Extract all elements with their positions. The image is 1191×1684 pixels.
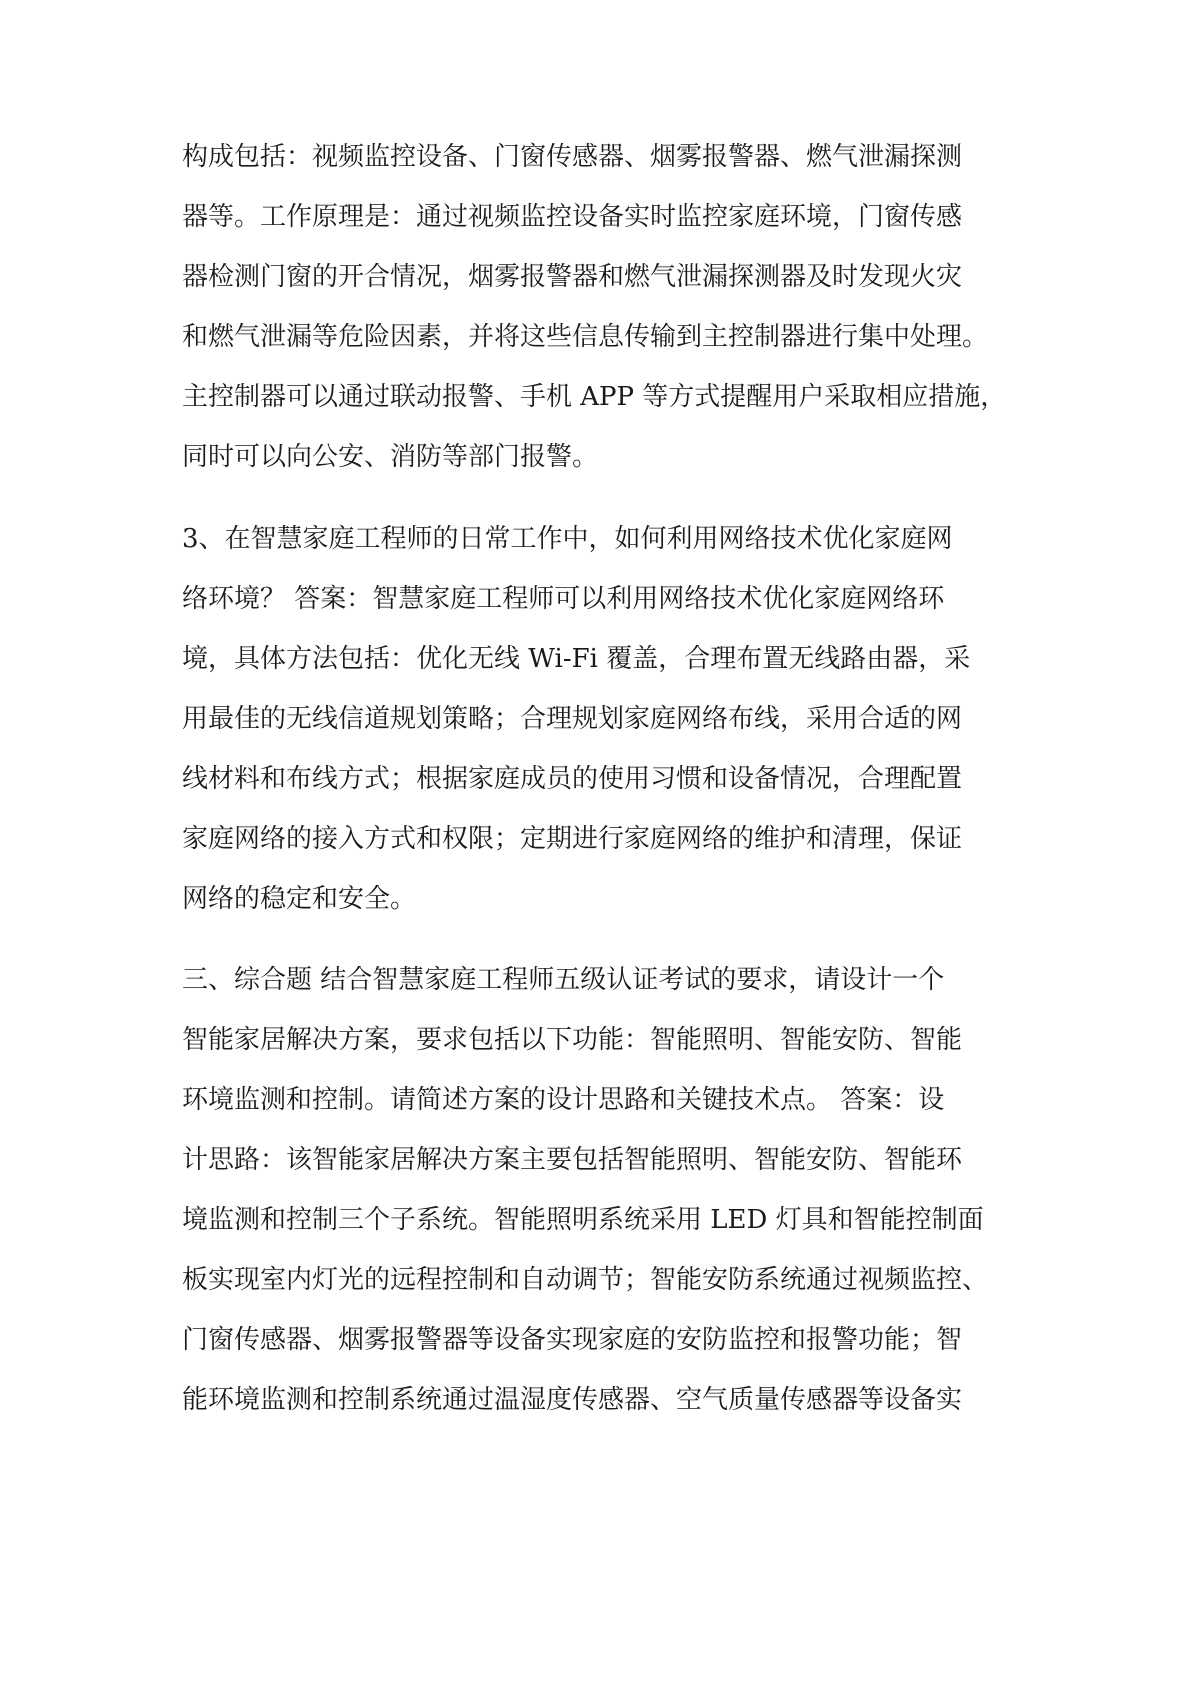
text-line: 和燃气泄漏等危险因素，并将这些信息传输到主控制器进行集中处理。	[182, 322, 989, 352]
text-line: 境监测和控制三个子系统。智能照明系统采用 LED 灯具和智能控制面	[182, 1205, 984, 1235]
text-line: 3、在智慧家庭工程师的日常工作中，如何利用网络技术优化家庭网	[182, 524, 953, 554]
text-line: 智能家居解决方案，要求包括以下功能：智能照明、智能安防、智能	[182, 1025, 963, 1055]
text-line: 用最佳的无线信道规划策略；合理规划家庭网络布线，采用合适的网	[182, 704, 963, 734]
text-line: 家庭网络的接入方式和权限；定期进行家庭网络的维护和清理，保证	[182, 824, 963, 854]
text-line: 构成包括：视频监控设备、门窗传感器、烟雾报警器、燃气泄漏探测	[182, 142, 963, 172]
text-line: 境，具体方法包括：优化无线 Wi-Fi 覆盖，合理布置无线路由器，采	[182, 644, 971, 674]
text-line: 三、综合题 结合智慧家庭工程师五级认证考试的要求，请设计一个	[182, 965, 945, 995]
text-line: 器检测门窗的开合情况，烟雾报警器和燃气泄漏探测器及时发现火灾	[182, 262, 963, 292]
text-line: 线材料和布线方式；根据家庭成员的使用习惯和设备情况，合理配置	[182, 764, 963, 794]
text-line: 门窗传感器、烟雾报警器等设备实现家庭的安防监控和报警功能；智	[182, 1325, 963, 1355]
text-line: 能环境监测和控制系统通过温湿度传感器、空气质量传感器等设备实	[182, 1385, 963, 1415]
text-line: 板实现室内灯光的远程控制和自动调节；智能安防系统通过视频监控、	[182, 1265, 989, 1295]
text-line: 计思路：该智能家居解决方案主要包括智能照明、智能安防、智能环	[182, 1145, 963, 1175]
text-line: 器等。工作原理是：通过视频监控设备实时监控家庭环境，门窗传感	[182, 202, 963, 232]
text-line: 络环境？ 答案：智慧家庭工程师可以利用网络技术优化家庭网络环	[182, 584, 945, 614]
text-line: 环境监测和控制。请简述方案的设计思路和关键技术点。 答案：设	[182, 1085, 945, 1115]
text-line: 同时可以向公安、消防等部门报警。	[182, 442, 599, 472]
text-line: 主控制器可以通过联动报警、手机 APP 等方式提醒用户采取相应措施，	[182, 382, 1007, 412]
text-line: 网络的稳定和安全。	[182, 884, 417, 914]
